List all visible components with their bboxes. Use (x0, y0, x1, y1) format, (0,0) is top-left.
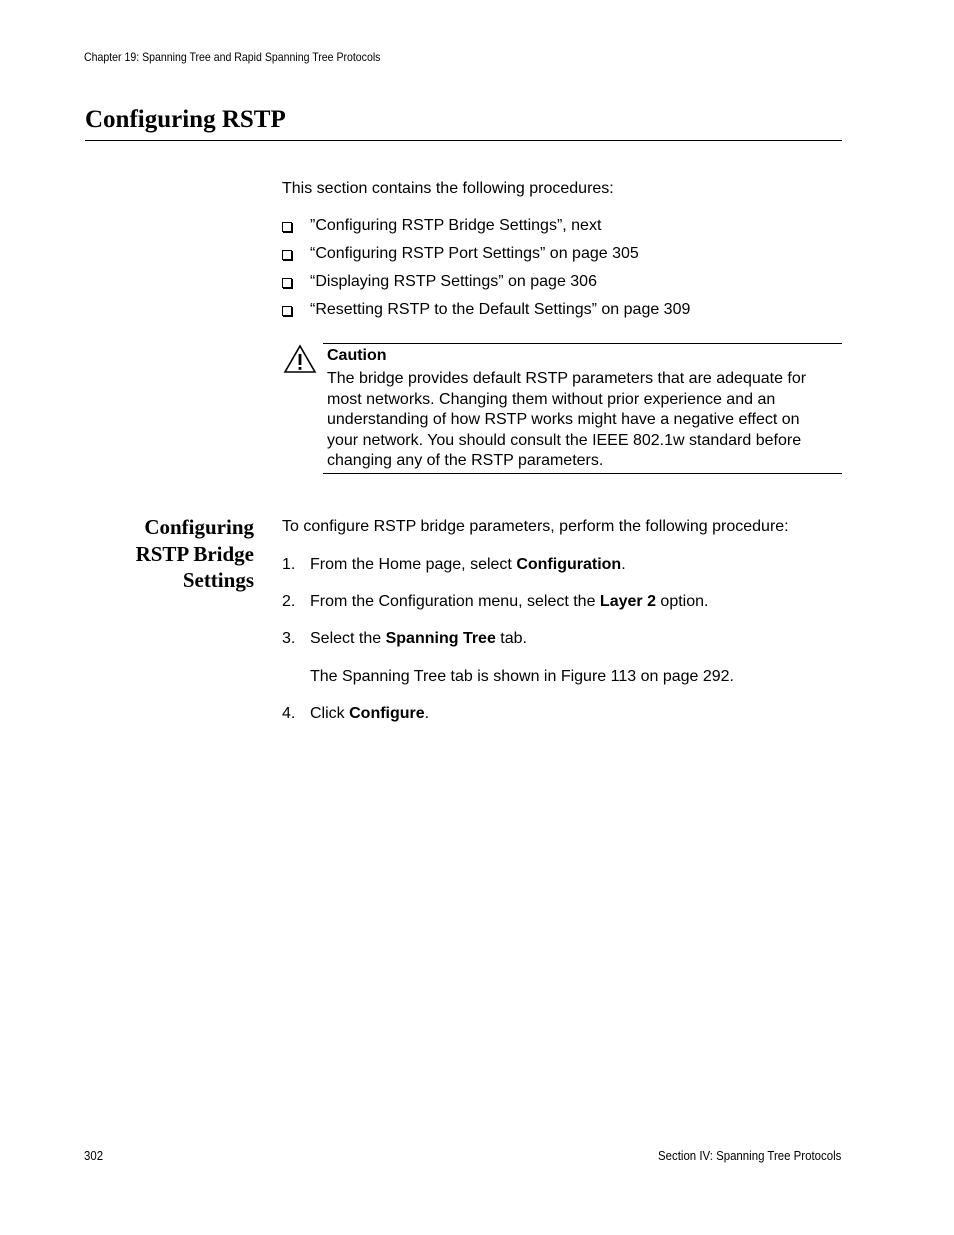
step-text-plain: . (424, 705, 430, 722)
procedure-intro: To configure RSTP bridge parameters, perform the following procedure: (282, 518, 789, 535)
title-divider (85, 140, 842, 141)
procedure-link[interactable]: “Configuring RSTP Port Settings” on page 305 (310, 245, 639, 262)
footer-section-name: Section IV: Spanning Tree Protocols (657, 1148, 841, 1163)
step-text-plain: From the Home page, select (310, 556, 517, 573)
section-intro: This section contains the following procedures: (282, 180, 614, 197)
procedure-link[interactable]: ”Configuring RSTP Bridge Settings”, next (310, 217, 602, 234)
caution-line: The bridge provides default RSTP parameters that are adequate for (327, 370, 807, 387)
subsection-heading-line: RSTP Bridge (135, 541, 254, 566)
step-ui-term: Layer 2 (599, 593, 656, 610)
step-text-plain: From the Configuration menu, select the (310, 593, 600, 610)
caution-line: most networks. Changing them without prior experience and an (327, 390, 776, 408)
caution-bottom-rule (323, 473, 842, 474)
page-title: Configuring RSTP (85, 106, 286, 133)
checkbox-bullet-icon (282, 306, 292, 316)
step-text-plain: . (621, 556, 626, 573)
caution-top-rule (323, 343, 842, 344)
step-ui-term: Spanning Tree (385, 630, 496, 647)
caution-line: your network. You should consult the IEEE 802.1w standard before (327, 431, 802, 449)
step-number: 1. (282, 556, 296, 573)
step-note: The Spanning Tree tab is shown in Figure 113 on page 292. (310, 668, 734, 685)
subsection-heading-line: Configuring (144, 515, 254, 539)
step-text-plain: option. (655, 593, 709, 610)
checkbox-bullet-icon (282, 250, 292, 260)
step-text-plain: tab. (495, 630, 527, 647)
step-text-plain: Click (310, 705, 350, 722)
step-text-plain: Select the (310, 630, 386, 647)
page-number: 302 (84, 1148, 104, 1163)
caution-line: understanding of how RSTP works might have a negative effect on (327, 411, 800, 428)
step-text (310, 592, 708, 612)
caution-line: changing any of the RSTP parameters. (327, 452, 604, 469)
step-text (310, 704, 429, 724)
procedure-link[interactable]: “Displaying RSTP Settings” on page 306 (310, 273, 597, 290)
step-number: 2. (282, 593, 296, 610)
caution-text (327, 369, 842, 472)
subsection-heading (100, 514, 254, 594)
step-number: 4. (282, 705, 296, 722)
step-text (310, 629, 527, 649)
subsection-heading-line: Settings (182, 568, 254, 592)
step-ui-term: Configure (349, 705, 425, 722)
step-text (310, 555, 626, 575)
caution-heading: Caution (327, 347, 387, 364)
checkbox-bullet-icon (282, 278, 292, 288)
warning-triangle-icon (283, 344, 317, 374)
step-number: 3. (282, 630, 296, 647)
checkbox-bullet-icon (282, 222, 292, 232)
procedure-link[interactable]: “Resetting RSTP to the Default Settings” on page 309 (310, 301, 691, 318)
running-header: Chapter 19: Spanning Tree and Rapid Spanning Tree Protocols (84, 50, 381, 64)
step-ui-term: Configuration (516, 556, 622, 573)
